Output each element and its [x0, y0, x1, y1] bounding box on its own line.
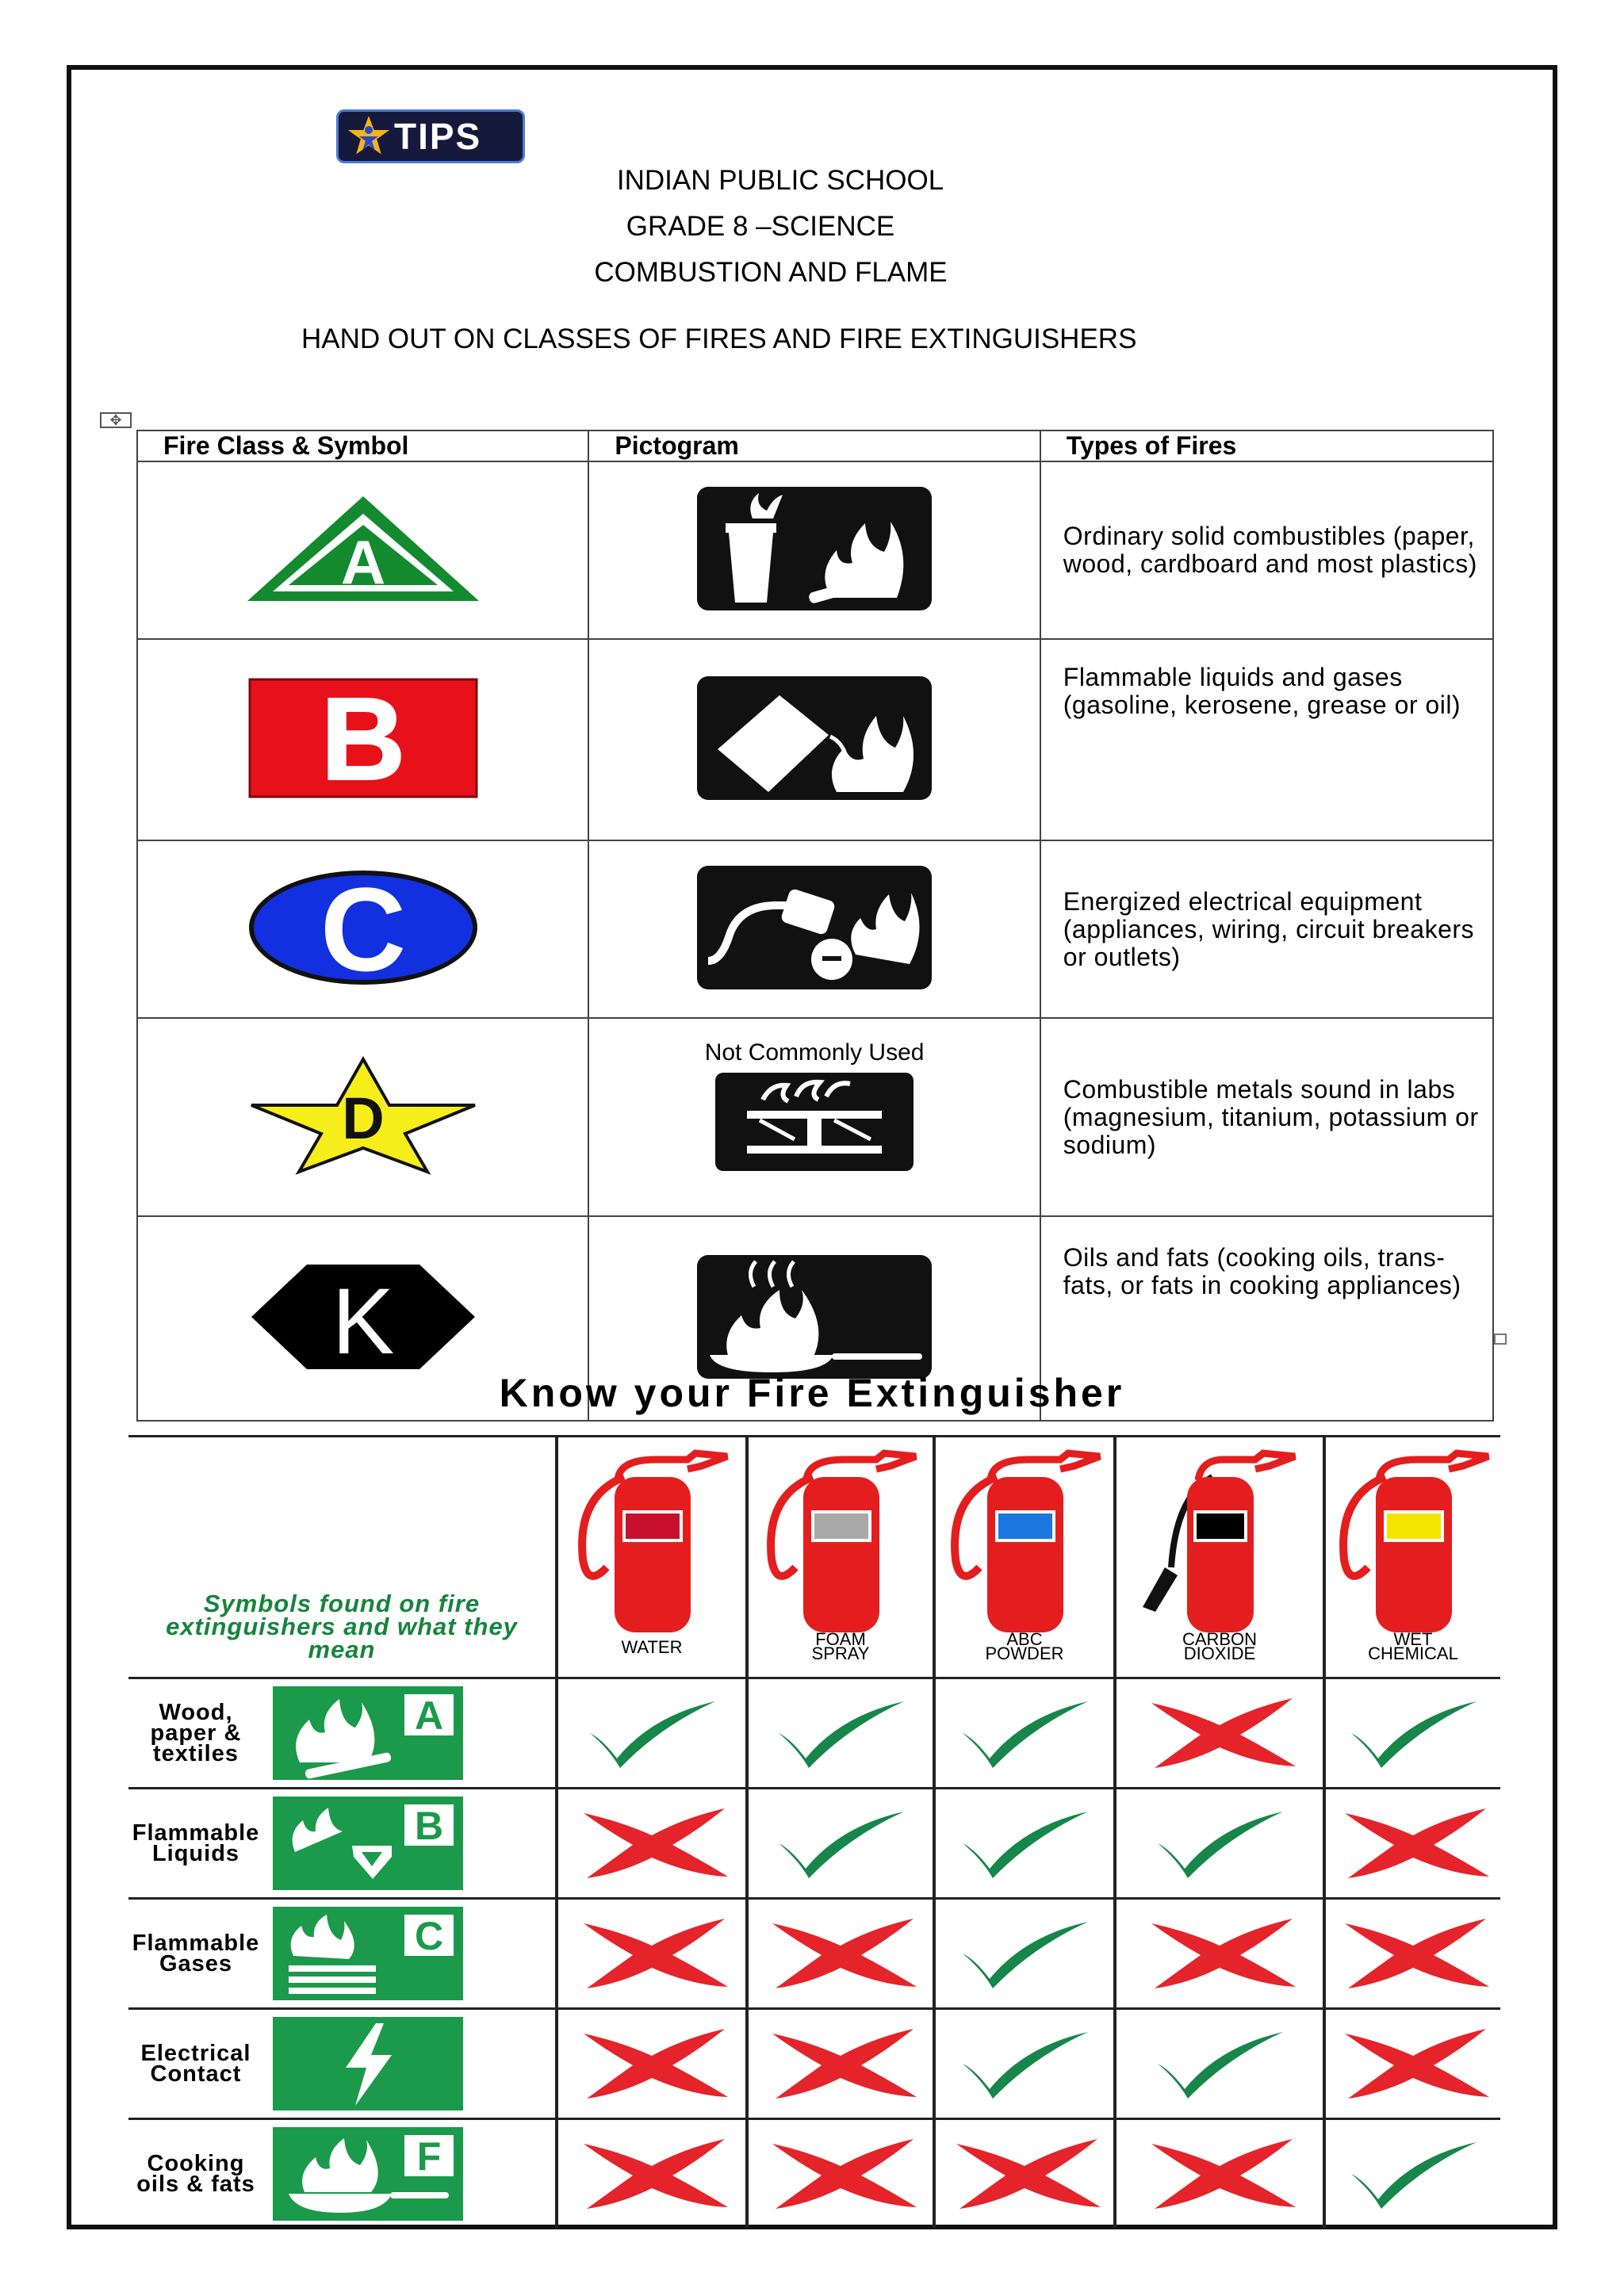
fire-extinguisher-icon: [569, 1448, 735, 1663]
tick-icon: [1140, 2022, 1299, 2102]
pictogram-cell: [588, 1018, 1040, 1216]
fire-types-text: Ordinary solid combustibles (paper, wood, cardboard and most plastics): [1040, 461, 1493, 639]
tick-icon: [1334, 1692, 1492, 1771]
suitability-mark: [747, 1899, 934, 2009]
not-commonly-used-note: Not Commonly Used: [704, 1039, 925, 1066]
handout-title: HAND OUT ON CLASSES OF FIRES AND FIRE EXTINGUISHERS: [301, 323, 1137, 354]
suitability-mark: [557, 1678, 747, 1789]
cross-icon: [573, 1802, 731, 1881]
fire-types-text: Combustible metals sound in labs (magnesium, titanium, potassium or sodium): [1040, 1018, 1493, 1216]
suitability-mark: [934, 2119, 1115, 2229]
fire-class-row: [137, 840, 1493, 1018]
row-label: Cooking oils & fats: [136, 2151, 255, 2197]
fire-type-row: [128, 2009, 1500, 2119]
class-symbol-cell: [137, 840, 588, 1018]
suitability-mark: [557, 1789, 747, 1899]
row-label-cell: [128, 1899, 557, 2009]
pictogram-cell: [588, 461, 1040, 639]
cross-icon: [945, 2133, 1104, 2212]
svg-text:C: C: [415, 1914, 444, 1958]
fire-class-row: [137, 639, 1493, 840]
cross-icon: [573, 1912, 731, 1992]
trash-fire-pictogram-icon: [697, 487, 932, 610]
fire-sign-a-icon: [273, 1686, 463, 1780]
row-label: Flammable Gases: [132, 1931, 260, 1976]
fire-extinguisher-icon: [1330, 1448, 1496, 1663]
cross-icon: [1140, 2133, 1299, 2212]
extinguisher-abc-powder: [934, 1437, 1115, 1678]
electric-fire-pictogram-icon: [697, 866, 932, 989]
cross-icon: [761, 2133, 920, 2212]
cross-icon: [573, 2133, 731, 2212]
extinguisher-label: SPRAY: [811, 1643, 870, 1663]
tick-icon: [1334, 2133, 1492, 2212]
school-name: INDIAN PUBLIC SCHOOL: [616, 165, 944, 196]
svg-text:A: A: [415, 1693, 444, 1738]
class-d-star-symbol: [248, 1056, 478, 1175]
star-person-icon: [348, 116, 389, 157]
col-header-types: Types of Fires: [1040, 430, 1493, 461]
electrical-sign-icon: [273, 2017, 463, 2110]
tick-icon: [573, 1692, 731, 1771]
extinguisher-label: CHEMICAL: [1368, 1643, 1458, 1663]
table-move-handle[interactable]: ✥: [100, 412, 132, 428]
row-label-cell: [128, 2009, 557, 2119]
cross-icon: [1334, 1802, 1492, 1881]
metal-fire-pictogram-icon: [715, 1073, 914, 1171]
suitability-mark: [934, 1789, 1115, 1899]
table-resize-handle[interactable]: [1494, 1334, 1507, 1345]
row-label-cell: [128, 1789, 557, 1899]
extinguisher-chart-title: Know your Fire Extinguisher: [499, 1371, 1125, 1415]
cross-icon: [573, 2022, 731, 2102]
fire-class-row: [137, 1018, 1493, 1216]
row-label-cell: [128, 2119, 557, 2229]
cross-icon: [761, 2022, 920, 2102]
fire-class-row: [137, 461, 1493, 639]
col-header-class: Fire Class & Symbol: [137, 430, 588, 461]
suitability-mark: [747, 1789, 934, 1899]
suitability-mark: [747, 2009, 934, 2119]
suitability-mark: [557, 2009, 747, 2119]
fire-sign-b-icon: [273, 1797, 463, 1890]
class-letter: K: [331, 1269, 395, 1372]
class-symbol-cell: [137, 461, 588, 639]
class-k-hexagon-symbol: [248, 1261, 478, 1372]
extinguisher-label: WET: [1393, 1628, 1433, 1649]
suitability-mark: [747, 1678, 934, 1789]
svg-text:B: B: [415, 1804, 444, 1848]
suitability-mark: [557, 2119, 747, 2229]
class-letter: D: [341, 1085, 385, 1151]
logo-text: TIPS: [394, 116, 482, 157]
class-letter: A: [340, 526, 385, 597]
fire-sign-c-icon: [273, 1907, 463, 2000]
extinguisher-chart: [128, 1435, 1500, 2228]
extinguisher-label: FOAM: [815, 1628, 866, 1649]
class-a-triangle-symbol: [244, 493, 482, 604]
fire-classes-table: [136, 430, 1494, 1422]
suitability-mark: [1324, 1899, 1500, 2009]
fire-sign-f-icon: [273, 2127, 463, 2221]
suitability-mark: [1115, 2009, 1324, 2119]
row-label: Electrical Contact: [140, 2041, 251, 2087]
suitability-mark: [1324, 2119, 1500, 2229]
suitability-mark: [934, 1678, 1115, 1789]
fire-types-text: Energized electrical equipment (appliances, wiring, circuit breakers or outlets): [1040, 840, 1493, 1018]
tick-icon: [945, 2022, 1104, 2102]
suitability-mark: [934, 1899, 1115, 2009]
class-b-square-symbol: [248, 678, 478, 798]
tick-icon: [945, 1802, 1104, 1881]
fire-type-row: [128, 1789, 1500, 1899]
extinguisher-carbon-dioxide: [1115, 1437, 1324, 1678]
cross-icon: [1334, 2022, 1492, 2102]
suitability-mark: [1115, 1789, 1324, 1899]
class-letter: C: [320, 867, 406, 988]
suitability-mark: [934, 2009, 1115, 2119]
fire-types-text: Flammable liquids and gases (gasoline, kerosene, grease or oil): [1040, 639, 1493, 840]
class-symbol-cell: [137, 1018, 588, 1216]
class-symbol-cell: [137, 639, 588, 840]
fire-types-text: Oils and fats (cooking oils, trans-fats, or fats in cooking appliances): [1040, 1216, 1493, 1421]
suitability-mark: [1115, 1678, 1324, 1789]
cooking-fire-pictogram-icon: [697, 1255, 932, 1379]
tick-icon: [761, 1802, 920, 1881]
extinguisher-label: WATER: [621, 1636, 683, 1657]
fire-type-row: [128, 1899, 1500, 2009]
tick-icon: [945, 1692, 1104, 1771]
suitability-mark: [557, 1899, 747, 2009]
tick-icon: [945, 1912, 1104, 1992]
school-logo: [336, 109, 525, 163]
chapter-title: COMBUSTION AND FLAME: [594, 257, 948, 288]
suitability-mark: [1115, 2119, 1324, 2229]
row-label: Wood, paper & textiles: [150, 1700, 242, 1766]
symbols-heading: Symbols found on fire extinguishers and what they mean: [128, 1437, 557, 1678]
suitability-mark: [1324, 1678, 1500, 1789]
svg-text:F: F: [417, 2134, 442, 2179]
extinguisher-label: CARBON: [1182, 1628, 1258, 1649]
extinguisher-header-row: [128, 1437, 1500, 1678]
fire-type-row: [128, 1678, 1500, 1789]
extinguisher-wet-chemical: [1324, 1437, 1500, 1678]
extinguisher-water: [557, 1437, 747, 1678]
col-header-pictogram: Pictogram: [588, 430, 1040, 461]
fire-classes-header: [137, 430, 1493, 461]
class-c-circle-symbol: [246, 867, 481, 988]
suitability-mark: [1324, 1789, 1500, 1899]
pictogram-cell: [588, 639, 1040, 840]
extinguisher-label: DIOXIDE: [1183, 1643, 1256, 1663]
tick-icon: [761, 1692, 920, 1771]
cross-icon: [1140, 1912, 1299, 1992]
extinguisher-label: POWDER: [985, 1643, 1064, 1663]
tick-icon: [1140, 1802, 1299, 1881]
suitability-mark: [1324, 2009, 1500, 2119]
class-letter: B: [320, 677, 406, 798]
fire-extinguisher-icon: [1136, 1448, 1303, 1663]
pictogram-cell: [588, 840, 1040, 1018]
cross-icon: [1334, 1912, 1492, 1992]
row-label-cell: [128, 1678, 557, 1789]
cross-icon: [1140, 1692, 1299, 1771]
fire-extinguisher-icon: [757, 1448, 924, 1663]
fire-type-row: [128, 2119, 1500, 2229]
fire-extinguisher-icon: [941, 1448, 1108, 1663]
extinguisher-label: ABC: [1006, 1628, 1043, 1649]
row-label: Flammable Liquids: [132, 1820, 260, 1866]
suitability-mark: [1115, 1899, 1324, 2009]
cross-icon: [761, 1912, 920, 1992]
extinguisher-foam-spray: [747, 1437, 934, 1678]
liquid-fire-pictogram-icon: [697, 676, 932, 800]
suitability-mark: [747, 2119, 934, 2229]
grade-title: GRADE 8 –SCIENCE: [626, 211, 895, 242]
